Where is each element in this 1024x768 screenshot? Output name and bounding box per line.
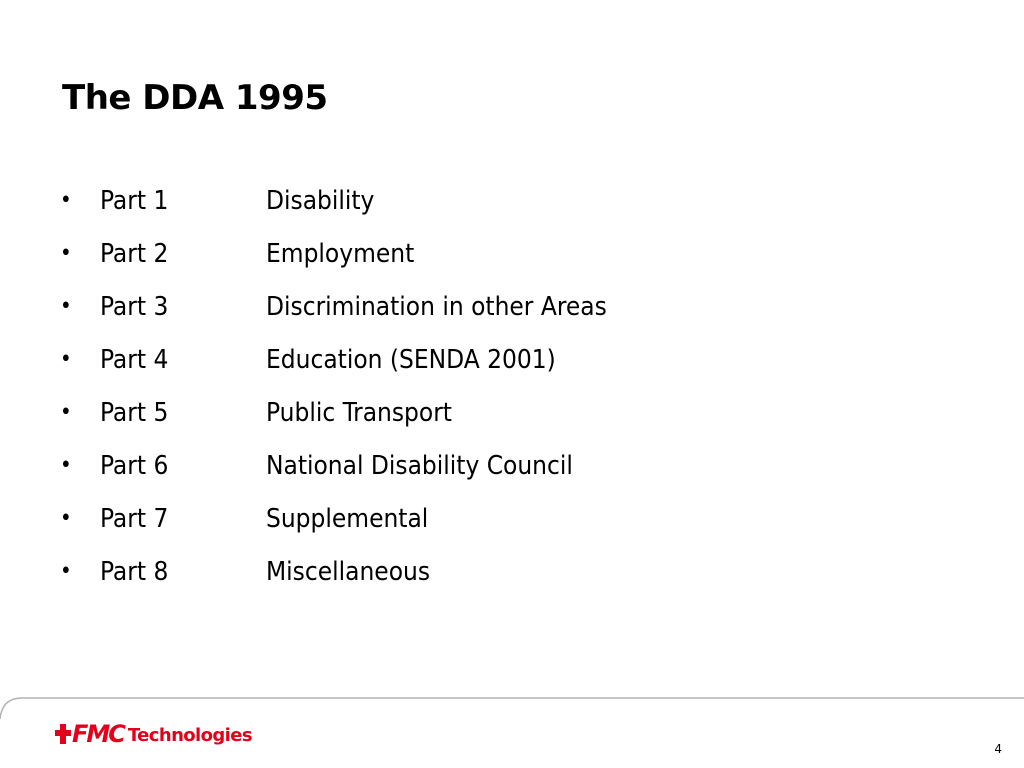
fmc-technologies-logo (55, 718, 252, 750)
bullet-icon: • (60, 453, 72, 478)
logo-wordmark: Technologies (127, 725, 252, 746)
page-number: 4 (994, 742, 1002, 756)
part-label: Part 5 (100, 398, 169, 428)
slide-title: The DDA 1995 (62, 78, 328, 118)
part-description: Supplemental (266, 504, 429, 534)
bullet-icon: • (60, 506, 72, 531)
part-label: Part 6 (100, 451, 169, 481)
part-label: Part 4 (100, 345, 169, 375)
part-label: Part 1 (100, 186, 169, 216)
part-label: Part 2 (100, 239, 169, 269)
bullet-icon: • (60, 400, 72, 425)
bullet-icon: • (60, 188, 72, 213)
part-label: Part 8 (100, 557, 169, 587)
part-label: Part 7 (100, 504, 169, 534)
cross-logo-icon (55, 724, 71, 744)
bullet-icon: • (60, 559, 72, 584)
logo-mark: FMC (72, 720, 124, 748)
part-description: Public Transport (266, 398, 452, 428)
part-description: Miscellaneous (266, 557, 431, 587)
bullet-icon: • (60, 241, 72, 266)
bullet-icon: • (60, 347, 72, 372)
part-description: Disability (266, 186, 375, 216)
part-description: Education (SENDA 2001) (266, 345, 556, 375)
bullet-icon: • (60, 294, 72, 319)
part-label: Part 3 (100, 292, 169, 322)
part-description: National Disability Council (266, 451, 573, 481)
part-description: Employment (266, 239, 415, 269)
part-description: Discrimination in other Areas (266, 292, 607, 322)
